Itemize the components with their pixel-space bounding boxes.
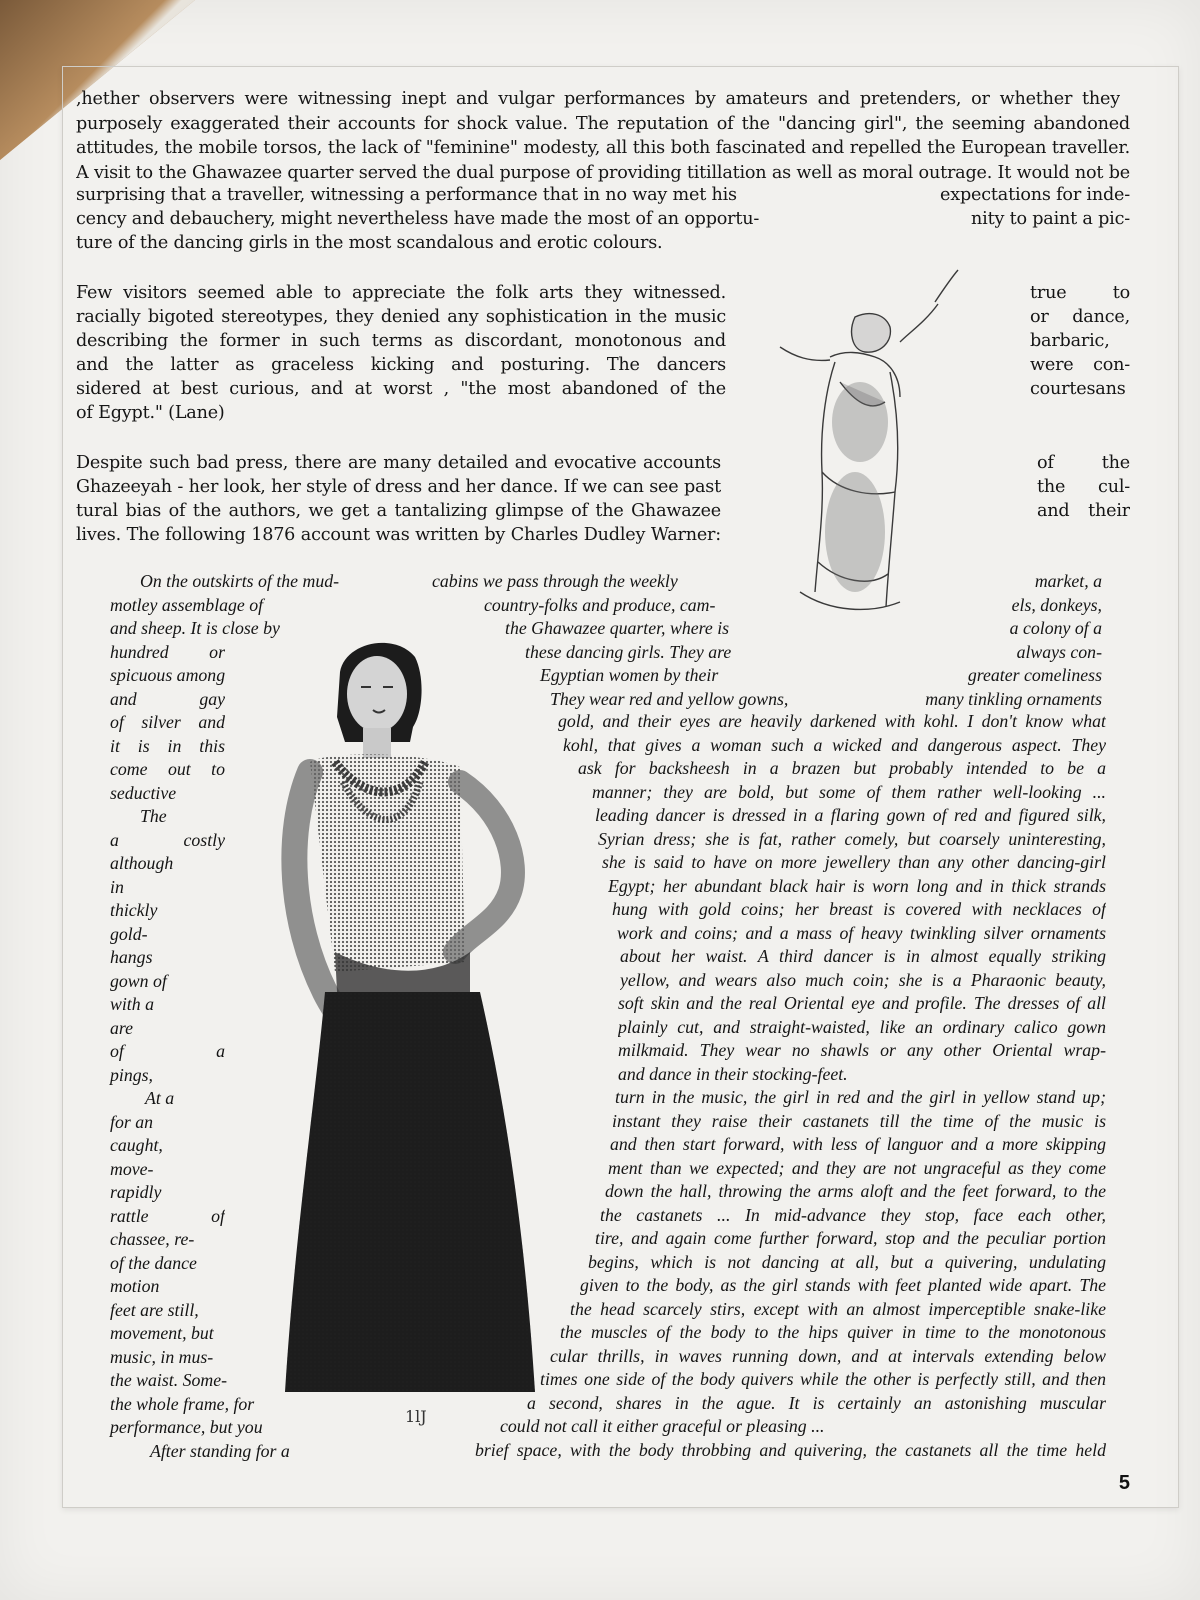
quote-top-right-line: a colony of a (1009, 618, 1102, 638)
quote-right-line: plainly cut, and straight-waisted, like an ordinary calico gown (618, 1016, 1106, 1037)
quote-left-line: hundred or (110, 641, 225, 662)
quote-mid-line: Egyptian women by their (540, 665, 719, 685)
quote-top-right-line: many tinkling ornaments (925, 688, 1102, 709)
dancer-illustration-large (265, 632, 565, 1432)
quote-left-line: although (110, 853, 174, 873)
para2-right-line: barbaric, (1030, 331, 1110, 351)
quote-right-line: milkmaid. They wear no shawls or any other Oriental wrap- (618, 1040, 1106, 1060)
quote-left-line: come out to (110, 759, 225, 779)
quote-right-line: cular thrills, in waves running down, and at intervals extending below (550, 1345, 1106, 1366)
quote-mid-line: cabins we pass through the weekly (432, 571, 678, 591)
para2-line: Few visitors seemed able to appreciate the folk arts they witnessed. (76, 283, 726, 303)
quote-left-line: the waist. Some- (110, 1370, 228, 1390)
quote-top-right-line: greater comeliness (967, 665, 1102, 685)
quote-right-line: a second, shares in the ague. It is certainly an astonishing muscular (527, 1392, 1106, 1413)
quote-left-line: of a (110, 1041, 225, 1061)
quote-left-line: are (110, 1017, 134, 1038)
quote-left-line: a costly (110, 829, 225, 850)
quote-left-line: with a (110, 994, 154, 1014)
intro-line: attitudes, the mobile torsos, the lack of "feminine" modesty, all this both fascinated and repelled the European traveller. (76, 138, 1130, 159)
quote-mid-line: country-folks and produce, cam- (484, 594, 716, 615)
intro-line-right: expectations for inde- (940, 185, 1130, 205)
quote-top-right-line: els, donkeys, (1011, 594, 1102, 615)
quote-right-line: tire, and again come further forward, stop and the peculiar portion (595, 1228, 1106, 1248)
para2-line: of Egypt." (Lane) (76, 403, 225, 423)
intro-line: ture of the dancing girls in the most scandalous and erotic colours. (76, 233, 663, 253)
quote-left-line: in (110, 876, 124, 897)
quote-right-line: hung with gold coins; her breast is covered with necklaces of (612, 899, 1106, 919)
quote-right-line: the muscles of the body to the hips quiver in time to the monotonous (560, 1322, 1106, 1342)
quote-left-line: gold- (110, 923, 148, 944)
quote-right-line: brief space, with the body throbbing and quivering, the castanets all the time held (475, 1439, 1106, 1460)
quote-left-line: caught, (110, 1135, 163, 1155)
quote-top-right-line: market, a (1034, 571, 1102, 591)
quote-right-line: gold, and their eyes are heavily darkened with kohl. I don't know what (558, 711, 1106, 731)
quote-left-line: the whole frame, for (110, 1393, 255, 1414)
para2-right-line: true to (1030, 283, 1130, 303)
quote-right-line: Syrian dress; she is fat, rather comely, but coarsely uninteresting, (598, 828, 1106, 849)
quote-right-line: kohl, that gives a woman such a wicked and dangerous aspect. They (563, 734, 1106, 755)
quote-left-line: performance, but you (110, 1417, 263, 1437)
quote-right-line: turn in the music, the girl in red and the girl in yellow stand up; (615, 1087, 1106, 1107)
para3-line: Ghazeeyah - her look, her style of dress and her dance. If we can see past (76, 477, 721, 497)
para3-right-line: the cul- (1037, 477, 1130, 497)
quote-right-line: and dance in their stocking-feet. (618, 1063, 848, 1084)
quote-left-line: motion (110, 1276, 160, 1296)
quote-mid-line: these dancing girls. They are (525, 641, 732, 662)
quote-right-line: could not call it either graceful or pleasing ... (500, 1416, 825, 1436)
quote-left-line: rattle of (110, 1205, 225, 1226)
intro-line: A visit to the Ghawazee quarter served the dual purpose of providing titillation as well as moral outrage. It would not be (76, 162, 1130, 183)
quote-right-line: begins, which is not dancing at all, but a quivering, undulating (588, 1251, 1106, 1272)
para3-right-line: and their (1037, 501, 1130, 521)
para2-line: describing the former in such terms as discordant, monotonous and (76, 331, 726, 351)
quote-right-line: soft skin and the real Oriental eye and profile. The dresses of all (618, 993, 1106, 1013)
quote-right-line: about her waist. A third dancer is in almost equally striking (620, 946, 1106, 966)
quote-right-line: leading dancer is dressed in a flaring gown of red and figured silk, (595, 805, 1106, 825)
quote-left-line: chassee, re- (110, 1229, 195, 1249)
quote-left-line: On the outskirts of the mud- (140, 571, 340, 591)
quote-left-line: pings, (110, 1064, 153, 1085)
para3-line: lives. The following 1876 account was written by Charles Dudley Warner: (76, 525, 721, 545)
quote-right-line: manner; they are bold, but some of them rather well-looking ... (592, 781, 1106, 802)
para2-right-line: were con- (1030, 355, 1130, 375)
para3-line: tural bias of the authors, we get a tantalizing glimpse of the Ghawazee (76, 501, 721, 521)
quote-right-line: the castanets ... In mid-advance they stop, face each other, (600, 1204, 1106, 1225)
quote-right-line: work and coins; and a mass of heavy twinkling silver ornaments (617, 922, 1106, 943)
quote-left-line: and sheep. It is close by (110, 618, 280, 638)
quote-left-line: of the dance (110, 1252, 197, 1273)
para3-right-line: of the (1037, 453, 1130, 473)
quote-right-line: given to the body, as the girl stands with feet planted wide apart. The (580, 1275, 1106, 1295)
quote-left-line: spicuous among (110, 665, 226, 685)
intro-line: ,hether observers were witnessing inept and vulgar performances by amateurs and pretenders, or whether they (76, 89, 1120, 109)
quote-left-line: seductive (110, 782, 177, 803)
quote-right-line: she is said to have on more jewellery than any other dancing-girl (602, 852, 1106, 872)
figure-signature: 1lJ (405, 1407, 427, 1426)
quote-left-line: music, in mus- (110, 1346, 214, 1367)
quote-right-line: Egypt; her abundant black hair is worn long and in thick strands (608, 875, 1106, 896)
quote-left-line: for an (110, 1111, 153, 1132)
quote-left-line: motley assemblage of (110, 594, 264, 615)
para2-right-line: or dance, (1030, 307, 1130, 327)
para3-line: Despite such bad press, there are many detailed and evocative accounts (76, 453, 721, 473)
quote-left-line: it is in this (110, 735, 225, 756)
quote-left-line: At a (145, 1088, 175, 1108)
quote-mid-line: the Ghawazee quarter, where is (505, 618, 730, 638)
quote-right-line: ask for backsheesh in a brazen but probably intended to be a (578, 758, 1106, 778)
quote-right-line: ment than we expected; and they are not ungraceful as they come (608, 1157, 1106, 1178)
page-number: 5 (1118, 1472, 1130, 1494)
quote-right-line: instant they raise their castanets till the time of the music is (612, 1110, 1106, 1131)
intro-line-right: nity to paint a pic- (971, 209, 1130, 229)
quote-mid-line: They wear red and yellow gowns, (550, 688, 789, 709)
para2-line: and the latter as graceless kicking and posturing. The dancers (76, 355, 726, 375)
para2-line: racially bigoted stereotypes, they denied any sophistication in the music (76, 307, 726, 327)
quote-right-line: down the hall, throwing the arms aloft and the feet forward, to the (605, 1181, 1106, 1201)
quote-top-right-line: always con- (1016, 641, 1102, 662)
quote-left-line: gown of (110, 970, 167, 991)
quote-left-line: The (140, 806, 167, 826)
para2-line: sidered at best curious, and at worst , "the most abandoned of the (76, 379, 726, 399)
quote-left-line: and gay (110, 688, 225, 709)
quote-right-line: yellow, and wears also much coin; she is a Pharaonic beauty, (620, 969, 1106, 990)
quote-left-line: thickly (110, 900, 158, 920)
quote-right-line: times one side of the body quivers while the other is perfectly still, and then (540, 1369, 1106, 1389)
quote-left-line: feet are still, (110, 1299, 199, 1320)
dancer-illustration-small (760, 262, 1010, 632)
intro-line-left: surprising that a traveller, witnessing a performance that in no way met his (76, 185, 737, 205)
quote-left-line: rapidly (110, 1182, 162, 1202)
para2-right-line: courtesans (1030, 379, 1126, 399)
quote-right-line: the head scarcely stirs, except with an almost imperceptible snake-like (570, 1298, 1106, 1319)
quote-left-line: of silver and (110, 712, 225, 732)
quote-left-line: After standing for a (150, 1440, 290, 1461)
intro-line-left: cency and debauchery, might nevertheless have made the most of an opportu- (76, 209, 760, 229)
quote-left-line: movement, but (110, 1323, 214, 1343)
intro-line: purposely exaggerated their accounts for shock value. The reputation of the "dancing girl", the seeming abandoned (76, 113, 1130, 134)
quote-right-line: and then start forward, with less of languor and a more skipping (610, 1134, 1106, 1154)
quote-left-line: move- (110, 1158, 154, 1179)
quote-left-line: hangs (110, 947, 153, 967)
